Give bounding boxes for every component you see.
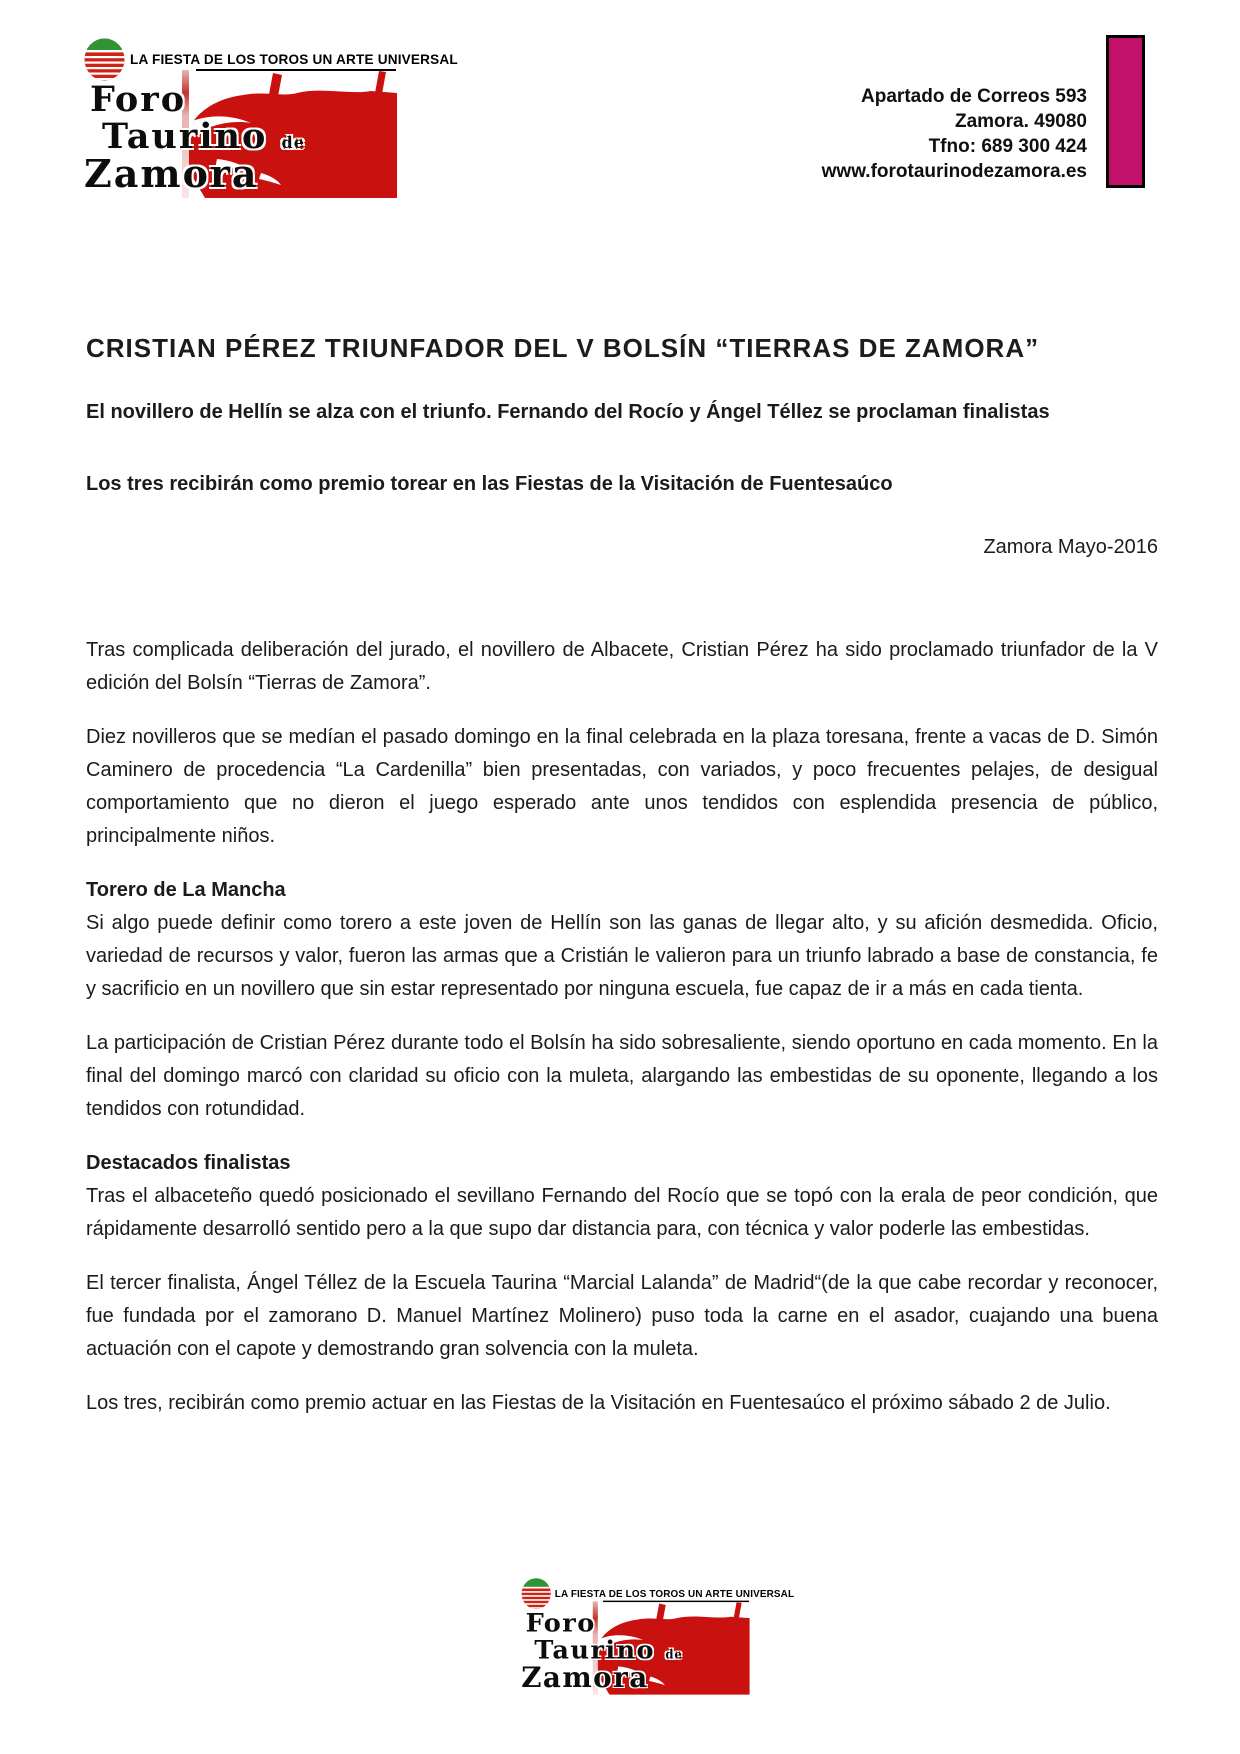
logo-word-taurino: Taurino de xyxy=(102,116,305,157)
contact-address: Apartado de Correos 593 xyxy=(861,86,1087,107)
foro-taurino-logo xyxy=(70,38,458,200)
logo-wordmark xyxy=(70,38,400,200)
paragraph: Tras el albaceteño quedó posicionado el sevillano Fernando del Rocío que se topó con la erala de peor condición, que rápidamente desarrolló sentido pero a la que supo dar distancia para, con técnica y valor poderle las embestidas. xyxy=(86,1185,1158,1240)
foro-taurino-logo xyxy=(511,1578,795,1696)
document-body xyxy=(86,634,1158,1420)
logo-tagline: LA FIESTA DE LOS TOROS UN ARTE UNIVERSAL xyxy=(554,1587,795,1600)
logo-tagline: LA FIESTA DE LOS TOROS UN ARTE UNIVERSAL xyxy=(130,51,458,67)
logo-word-de: de xyxy=(281,133,305,152)
paragraph: Diez novilleros que se medían el pasado domingo en la final celebrada en la plaza toresana, frente a vacas de D. Simón Caminero de procedencia “La Cardenilla” bien presentadas, con variados, y poco frecuentes pelajes, de desigual comportamiento que no dieron el juego esperado ante unos tendidos con esplendida presencia de público, principalmente niños. xyxy=(86,726,1158,847)
logo-word-zamora: Zamora xyxy=(521,1660,649,1694)
section-heading: Torero de La Mancha xyxy=(86,879,286,901)
footer-logo xyxy=(511,1578,841,1740)
document-title: CRISTIAN PÉREZ TRIUNFADOR DEL V BOLSÍN “TIERRAS DE ZAMORA” xyxy=(86,333,1040,363)
paragraph: La participación de Cristian Pérez durante todo el Bolsín ha sido sobresaliente, siendo oportuno en cada momento. En la final del domingo marcó con claridad su oficio con la muleta, alargando las embestidas de su oponente, llegando a los tendidos con rotundidad. xyxy=(86,1032,1158,1120)
paragraph: Tras complicada deliberación del jurado, el novillero de Albacete, Cristian Pérez ha sido proclamado triunfador de la V edición del Bolsín “Tierras de Zamora”. xyxy=(86,639,1158,694)
contact-block xyxy=(822,84,1087,184)
section-heading: Destacados finalistas xyxy=(86,1152,291,1174)
lead-paragraph-2: Los tres recibirán como premio torear en las Fiestas de la Visitación de Fuentesaúco xyxy=(86,473,893,495)
paragraph: Los tres, recibirán como premio actuar en las Fiestas de la Visitación en Fuentesaúco el próximo sábado 2 de Julio. xyxy=(86,1392,1111,1414)
logo-wordmark xyxy=(511,1578,752,1696)
paragraph: Si algo puede definir como torero a este joven de Hellín son las ganas de llegar alto, y su afición desmedida. Oficio, variedad de recursos y valor, fueron las armas que a Cristián le valieron para un triunfo labrado a base de constancia, fe y sacrificio en un novillero que sin estar representado por ninguna escuela, fue capaz de ir a más en cada tienta. xyxy=(86,912,1158,1000)
logo-word-zamora: Zamora xyxy=(84,151,259,196)
contact-phone: Tfno: 689 300 424 xyxy=(928,136,1087,157)
logo-word-foro: Foro xyxy=(90,79,187,120)
contact-website: www.forotaurinodezamora.es xyxy=(821,161,1087,182)
logo-word-foro: Foro xyxy=(525,1607,596,1638)
accent-bar xyxy=(1106,35,1145,188)
logo-word-taurino: Taurino de xyxy=(534,1634,683,1665)
paragraph: El tercer finalista, Ángel Téllez de la Escuela Taurina “Marcial Lalanda” de Madrid“(de la que cabe recordar y reconocer, fue fundada por el zamorano D. Manuel Martínez Molinero) puso toda la carne en el asador, cuajando una buena actuación con el capote y demostrando gran solvencia con la muleta. xyxy=(86,1272,1158,1360)
contact-city: Zamora. 49080 xyxy=(954,111,1087,132)
document-content xyxy=(86,333,1158,1420)
lead-paragraph: El novillero de Hellín se alza con el triunfo. Fernando del Rocío y Ángel Téllez se proclaman finalistas xyxy=(86,401,1050,423)
dateline: Zamora Mayo-2016 xyxy=(983,536,1158,558)
logo-word-de: de xyxy=(665,1647,683,1662)
